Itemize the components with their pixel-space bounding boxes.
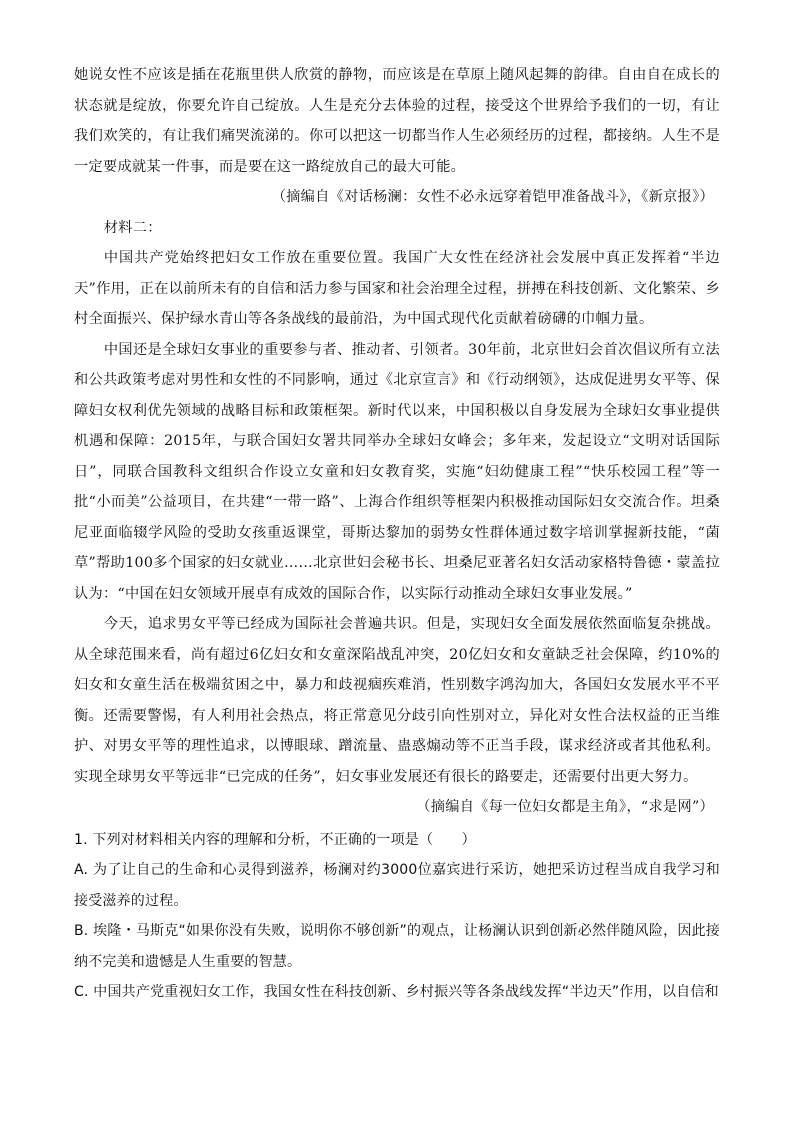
material2-paragraph-2: 中国还是全球妇女事业的重要参与者、推动者、引领者。30年前，北京世妇会首次倡议所有立法和公共政策考虑对男性和女性的不同影响，通过《北京宣言》和《行动纲领》，达成促进男女平等、保障妇女权利优先领域的战略目标和政策框架。新时代以来，中国积极以自身发展为全球妇女事业提供机遇和保障：2015年，与联合国妇女署共同举办全球妇女峰会；多年来，发起设立“文明对话国际日”，同联合国教科文组织合作设立女童和妇女教育奖，实施“妇幼健康工程”“快乐校园工程”等一批“小而美”公益项目，在共建“一带一路”、上海合作组织等框架内积极推动国际妇女交流合作。坦桑尼亚面临辍学风险的受助女孩重返课堂，哥斯达黎加的弱势女性群体通过数字培训掌握新技能，“菌草”帮助100多个国家的妇女就业……北京世妇会秘书长、坦桑尼亚著名妇女活动家格特鲁德・蒙盖拉认为：“中国在妇女领域开展卓有成效的国际合作，以实际行动推动全球妇女事业发展。” [74,341,720,602]
material2-paragraph-1: 中国共产党始终把妇女工作放在重要位置。我国广大女性在经济社会发展中真正发挥着“半边天”作用，正在以前所未有的自信和活力参与国家和社会治理全过程，拼搏在科技创新、文化繁荣、乡村全面振兴、保护绿水青山等各条战线的最前沿，为中国式现代化贡献着磅礴的巾帼力量。 [74,250,720,327]
question-1-option-c: C. 中国共产党重视妇女工作，我国女性在科技创新、乡村振兴等各条战线发挥“半边天”作用，以自信和 [74,984,719,1000]
material1-closing-paragraph: 她说女性不应该是插在花瓶里供人欣赏的静物，而应该是在草原上随风起舞的韵律。自由自在成长的状态就是绽放，你要允许自己绽放。人生是充分去体验的过程，接受这个世界给予我们的一切，有让我们欢笑的，有让我们痛哭流涕的。你可以把这一切都当作人生必须经历的过程，都接纳。人生不是一定要成就某一件事，而是要在这一路绽放自己的最大可能。 [74,67,720,175]
material1-source: （摘编自《对话杨澜：女性不必永远穿着铠甲准备战斗》，《新京报》） [271,189,714,205]
question-1-option-a: A. 为了让自己的生命和心灵得到滋养，杨澜对约3000位嘉宾进行采访，她把采访过程当成自我学习和接受滋养的过程。 [74,862,720,909]
material2-paragraph-3: 今天，追求男女平等已经成为国际社会普遍共识。但是，实现妇女全面发展依然面临复杂挑战。从全球范围来看，尚有超过6亿妇女和女童深陷战乱冲突，20亿妇女和女童缺乏社会保障，约10%的妇女和女童生活在极端贫困之中，暴力和歧视痼疾难消，性别数字鸿沟加大，各国妇女发展水平不平衡。还需要警惕，有人利用社会热点，将正常意见分歧引向性别对立，异化对女性合法权益的正当维护、对男女平等的理性追求，以博眼球、蹭流量、蛊惑煽动等不正当手段，谋求经济或者其他私利。实现全球男女平等远非“已完成的任务”，妇女事业发展还有很长的路要走，还需要付出更大努力。 [74,616,720,785]
material2-heading: 材料二： [103,219,162,236]
document-page [74,60,720,1008]
material2-source: （摘编自《每一位妇女都是主角》，“求是网”） [416,799,714,815]
question-1-option-b: B. 埃隆・马斯克“如果你没有失败，说明你不够创新”的观点，让杨澜认识到创新必然伴随风险，因此接纳不完美和遗憾是人生重要的智慧。 [74,923,720,970]
question-1-stem: 1. 下列对材料相关内容的理解和分析，不正确的一项是（ ） [74,831,476,848]
